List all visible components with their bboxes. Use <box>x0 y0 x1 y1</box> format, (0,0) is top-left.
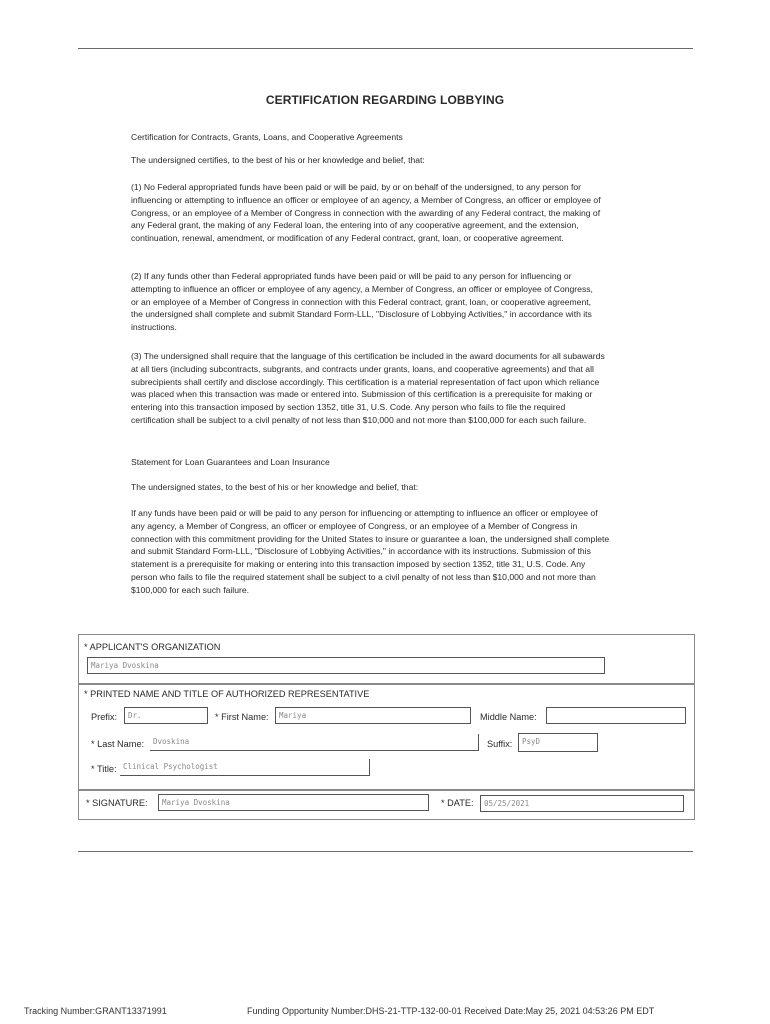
signature-field[interactable]: Mariya Dvoskina <box>158 794 429 811</box>
title-field[interactable]: Clinical Psychologist <box>120 759 370 776</box>
page-title: CERTIFICATION REGARDING LOBBYING <box>265 93 505 107</box>
signature-label: * SIGNATURE: <box>86 798 148 808</box>
first-name-label: * First Name: <box>215 712 269 722</box>
prefix-field[interactable]: Dr. <box>124 707 208 724</box>
subtitle-loans: Statement for Loan Guarantees and Loan Insurance <box>131 457 330 467</box>
funding-info: Funding Opportunity Number:DHS-21-TTP-132-00-01 Received Date:May 25, 2021 04:53:26 PM EDT <box>247 1006 655 1016</box>
organization-section <box>78 634 695 684</box>
subtitle-contracts: Certification for Contracts, Grants, Loans, and Cooperative Agreements <box>131 132 403 142</box>
last-name-field[interactable]: Dvoskina <box>150 734 479 751</box>
date-field[interactable]: 05/25/2021 <box>480 795 684 812</box>
first-name-field[interactable]: Mariya <box>275 707 471 724</box>
intro-certifies: The undersigned certifies, to the best of his or her knowledge and belief, that: <box>131 155 425 165</box>
last-name-label: * Last Name: <box>91 739 145 749</box>
organization-field[interactable]: Mariya Dvoskina <box>87 657 605 674</box>
tracking-number: Tracking Number:GRANT13371991 <box>24 1006 167 1016</box>
top-divider <box>78 48 693 49</box>
representative-label: * PRINTED NAME AND TITLE OF AUTHORIZED REPRESENTATIVE <box>84 689 370 699</box>
paragraph-2: (2) If any funds other than Federal appropriated funds have been paid or will be paid to any person for influencing or attempting to influence an officer or employee of any agency, a Member of Congress, an officer or employee of Congress, or an employee of a Member of Congress in connection with this Federal contract, grant, loan, or cooperative agreement, the undersigned shall complete and submit Standard Form-LLL, "Disclosure of Lobbying Activities," in accordance with its instructions. <box>131 271 593 333</box>
organization-label: * APPLICANT'S ORGANIZATION <box>84 642 221 652</box>
bottom-divider <box>78 851 693 852</box>
date-label: * DATE: <box>441 798 474 808</box>
suffix-field[interactable]: PsyD <box>518 733 598 752</box>
suffix-label: Suffix: <box>487 739 513 749</box>
middle-name-field[interactable] <box>546 707 686 724</box>
title-label: * Title: <box>91 764 117 774</box>
paragraph-1: (1) No Federal appropriated funds have been paid or will be paid, by or on behalf of the undersigned, to any person for influencing or attempting to influence an officer or employee of an agency, a Member of Congress, an officer or employee of Congress, or an employee of a Member of Congress in connection with the awarding of any Federal contract, the making of any Federal grant, the making of any Federal loan, the entering into of any cooperative agreement, and the extension, continuation, renewal, amendment, or modification of any Federal contract, grant, loan, or cooperative agreement. <box>131 182 601 244</box>
intro-states: The undersigned states, to the best of his or her knowledge and belief, that: <box>131 482 419 492</box>
representative-section <box>78 684 695 790</box>
paragraph-4: If any funds have been paid or will be paid to any person for influencing or attempting to influence an officer or employee of any agency, a Member of Congress, an officer or employee of Congress, or an employee of a Member of Congress in connection with this commitment providing for the United States to insure or guarantee a loan, the undersigned shall complete and submit Standard Form-LLL, "Disclosure of Lobbying Activities," in accordance with its instructions. Submission of this statement is a prerequisite for making or entering into this transaction imposed by section 1352, title 31, U.S. Code. Any person who fails to file the required statement shall be subject to a civil penalty of not less than $10,000 and not more than $100,000 for each such failure. <box>131 508 610 595</box>
prefix-label: Prefix: <box>91 712 118 722</box>
middle-name-label: Middle Name: <box>480 712 537 722</box>
paragraph-3: (3) The undersigned shall require that the language of this certification be included in the award documents for all subawards at all tiers (including subcontracts, subgrants, and contracts under grants, loans, and cooperative agreements) and that all subrecipients shall certify and disclose accordingly. This certification is a material representation of fact upon which reliance was placed when this transaction was made or entered into. Submission of this certification is a prerequisite for making or entering into this transaction imposed by section 1352, title 31, U.S. Code. Any person who fails to file the required certification shall be subject to a civil penalty of not less than $10,000 and not more than $100,000 for each such failure. <box>131 351 605 425</box>
signature-section <box>78 790 695 820</box>
